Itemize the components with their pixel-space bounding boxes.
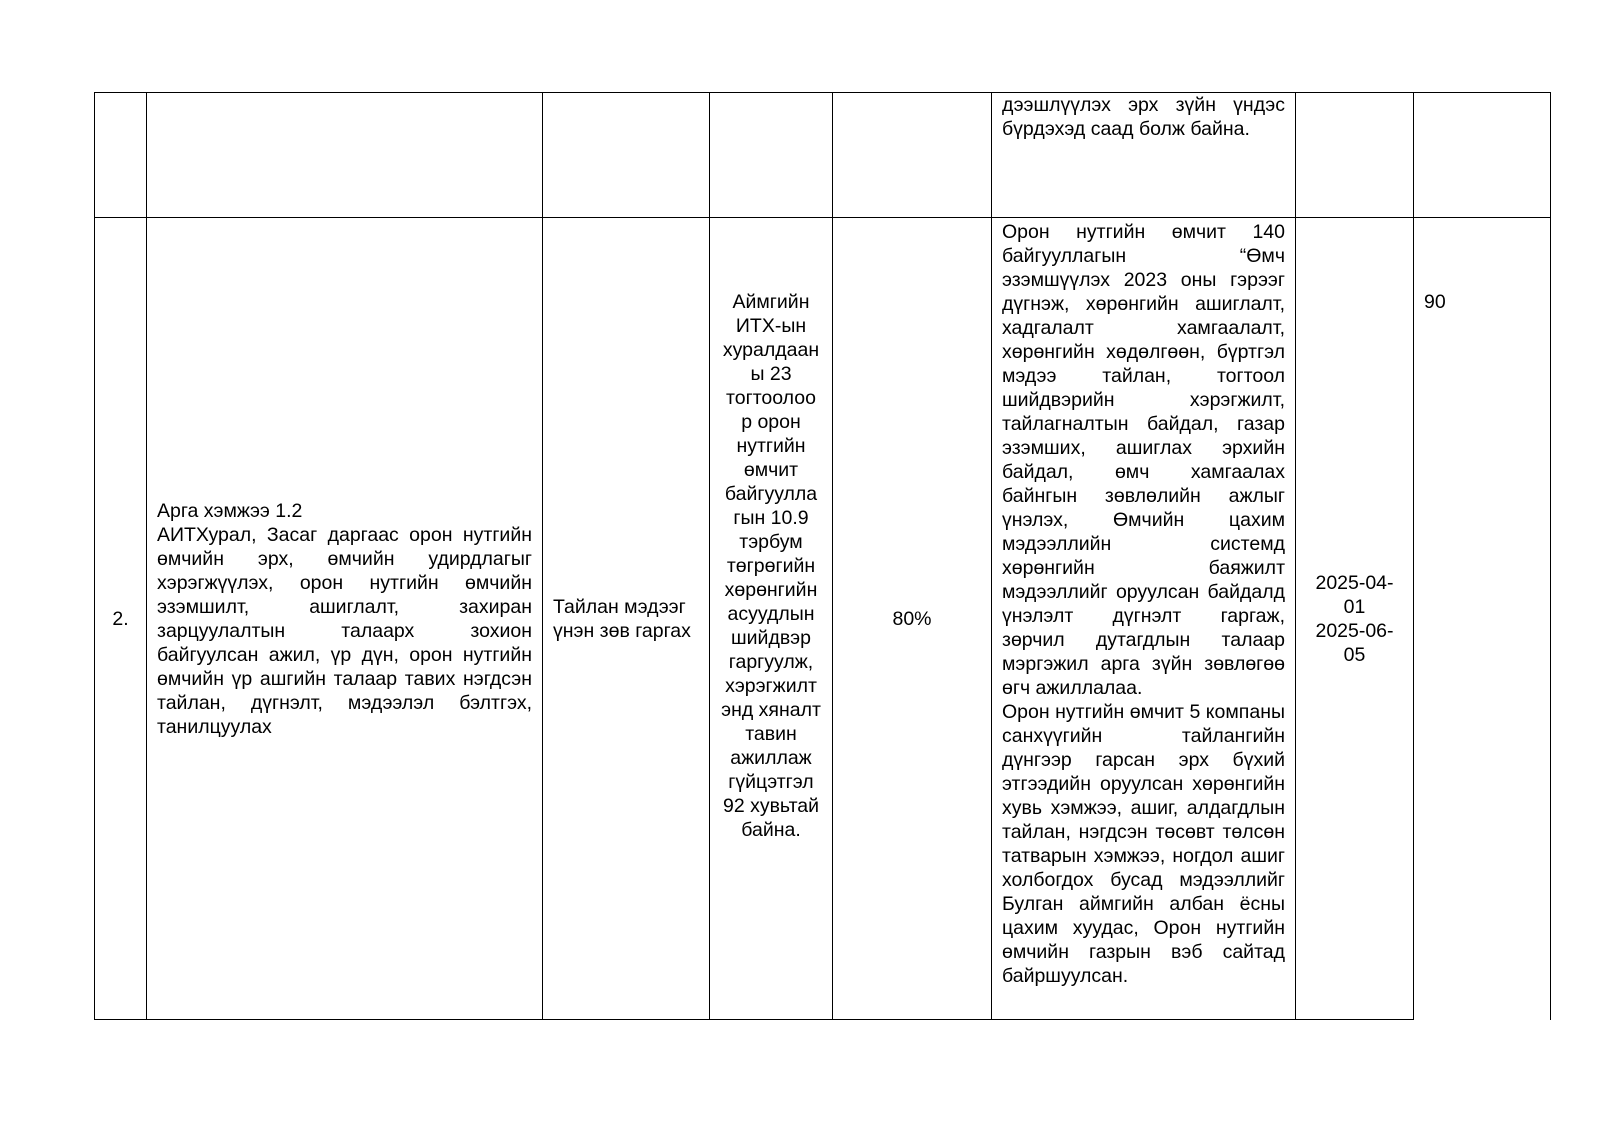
indicator-cell: [543, 93, 710, 218]
action-title: Арга хэмжээ 1.2: [157, 499, 303, 522]
action-cell: [147, 218, 543, 1020]
indicator-text: Тайлан мэдээг үнэн зөв гаргах: [553, 595, 691, 642]
score-cell: [1414, 93, 1551, 218]
table-row: [95, 93, 1551, 218]
status-paragraph: Орон нутгийн өмчит 5 компаны санхүүгийн тайлангийн дүнгээр гарсан эрх бүхий этгээдийн оруулсан хөрөнгийн хувь хэмжээ, ашиг, алдагдлын тайлан, нэгдсэн төсөвт төлсөн татварын хэмжээ, ногдол ашиг холбогдох бусад мэдээллийг Булган аймгийн албан ёсны цахим хуудас, Орон нутгийн өмчийн газрын вэб сайтад байршуулсан.: [1002, 701, 1285, 987]
number-cell: [95, 93, 147, 218]
date-cell: [1296, 93, 1414, 218]
status-cell: [992, 93, 1296, 218]
table-row: [95, 218, 1551, 1020]
date-start: 2025-04-01: [1315, 571, 1394, 618]
date-cell: [1296, 218, 1414, 1020]
result-cell: [710, 218, 833, 1020]
row-number: 2.: [112, 607, 129, 630]
result-cell: [710, 93, 833, 218]
action-cell: [147, 93, 543, 218]
status-text: дээшлүүлэх эрх зүйн үндэс бүрдэхэд саад болж байна.: [1002, 94, 1285, 140]
percent-cell: [833, 218, 992, 1020]
report-table: [94, 92, 1551, 1020]
number-cell: [95, 218, 147, 1020]
indicator-cell: [543, 218, 710, 1020]
status-cell: [992, 218, 1296, 1020]
percent-value: 80%: [892, 607, 932, 630]
status-paragraph: Орон нутгийн өмчит 140 байгууллагын “Өмч эзэмшүүлэх 2023 оны гэрээг дүгнэж, хөрөнгийн ашиглалт, хадгалалт хамгаалалт, хөрөнгийн хөдөлгөөн, бүртгэл мэдээ тайлан, тогтоол шийдвэрийн хэрэгжилт, тайлагналтын байдал, газар эзэмших, ашиглах эрхийн байдал, өмч хамгаалах байнгын зөвлөлийн ажлыг үнэлэх, Өмчийн цахим мэдээллийн системд хөрөнгийн баяжилт мэдээллийг оруулсан байдалд үнэлэлт дүгнэлт гаргаж, зөрчил дутагдлын талаар мэргэжил арга зүйн зөвлөгөө өгч ажиллалаа.: [1002, 221, 1285, 699]
score-cell: [1414, 218, 1551, 1020]
score-value: 90: [1424, 291, 1446, 313]
result-text: Аймгийн ИТХ-ын хуралдаан ы 23 тогтоолоо р орон нутгийн өмчит байгуулла гын 10.9 тэрбум төгрөгийн хөрөнгийн асуудлын шийдвэр гаргуулж, хэрэгжилт энд хяналт тавин ажиллаж гүйцэтгэл 92 хувьтай байна.: [721, 291, 821, 841]
date-end: 2025-06-05: [1315, 619, 1394, 666]
percent-cell: [833, 93, 992, 218]
action-text: АИТХурал, Засаг даргаас орон нутгийн өмчийн эрх, өмчийн удирдлагыг хэрэгжүүлэх, орон нутгийн өмчийн эзэмшилт, ашиглалт, захиран зарцуулалтын талаарх зохион байгуулсан ажил, үр дүн, орон нутгийн өмчийн үр ашгийн талаар тавих нэгдсэн тайлан, дүгнэлт, мэдээлэл бэлтгэх, танилцуулах: [157, 523, 532, 738]
